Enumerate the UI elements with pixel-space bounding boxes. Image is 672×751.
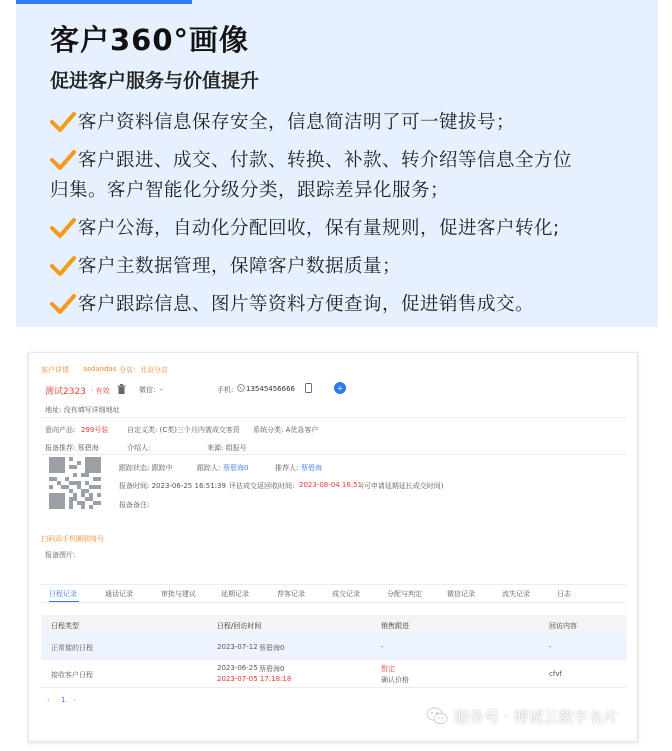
table-row-highlight [41,635,627,659]
feature-text: 客户跟踪信息、图片等资料方便查询，促进销售成交。 [78,294,535,315]
introducer: 介绍人: [127,444,151,452]
cell-type: 正常催的日程 [51,644,93,652]
cell-follow: - [381,643,384,651]
cell-time: 2023-06-25 [217,664,258,672]
phone-number[interactable]: 13545456666 [246,385,295,393]
page-number[interactable]: 1 [61,696,66,704]
divider [41,687,627,688]
crm-customer-detail [28,352,638,742]
hero-accent-bar [16,0,192,4]
cell-person: 蔡碧海0 [259,665,285,673]
report-remark: 报备备注: [119,501,150,509]
check-icon [50,214,78,241]
cell-follow-detail: 确认价格 [381,676,409,684]
hero-subtitle: 促进客户服务与价值提升 [50,70,260,92]
feature-item [50,146,650,176]
column-header: 日程/回访时间 [217,622,262,630]
tab-referral[interactable]: 荐客记录 [277,590,305,598]
feature-item-continued [50,176,650,206]
address: 地址: 没有填写详细地址 [45,406,120,414]
table-header [41,615,627,635]
cell-time: 2023-07-12 [217,643,258,651]
tab-wechat[interactable]: 微信记录 [447,590,475,598]
next-page-icon[interactable]: › [73,696,76,704]
watermark-text: 服务号 · 博诚云数字名片 [454,707,619,726]
phone-icon [237,384,245,394]
customer-name: 测试2323 [45,387,86,397]
phone-label: 手机: [217,386,234,394]
check-icon [50,108,78,135]
feature-item [50,252,650,282]
tab-deals[interactable]: 成交记录 [332,590,360,598]
deadline-label: 评估成交返回收时间: [229,482,295,490]
tab-extension[interactable]: 延期记录 [221,590,249,598]
tab-calls[interactable]: 通话记录 [105,590,133,598]
cell-content: - [549,643,552,651]
tab-schedule[interactable]: 日程记录 [49,590,77,598]
scan-hint[interactable]: 扫码添手机圈联络号 [41,535,104,543]
feature-text: 客户公海，自动化分配回收，保有量规则，促进客户转化; [78,218,560,239]
custom-category: 自定义类: (C类)三个月内需成交客资 [127,426,240,434]
customer-status: · 有效 [91,387,110,395]
divider [41,584,627,585]
column-header: 销售跟进 [381,622,409,630]
svg-text:+: + [337,384,343,393]
report-images: 报备图片: [45,551,76,559]
check-icon [50,252,78,279]
recommender-label: 推荐人: [275,464,299,472]
deadline-note: (可申请延期延长成交时间) [361,482,444,490]
feature-text: 客户资料信息保存安全，信息简洁明了可一键拔号； [78,112,516,133]
breadcrumb-code: asdandas [83,365,117,373]
prev-page-icon[interactable]: ‹ [47,696,50,704]
deadline-value: 2023-08-04 16:51 [299,481,363,489]
tab-approval[interactable]: 审批与建议 [161,590,196,598]
action-circle-button[interactable] [334,382,346,396]
divider [41,659,627,660]
follow-status: 跟踪状态: 跟踪中 [119,464,173,472]
source: 来源: 组报号 [207,444,247,452]
column-header: 日程类型 [51,622,79,630]
cell-follow: 暂定 [381,665,395,673]
divider [41,602,627,603]
feature-item [50,290,650,320]
tab-churn[interactable]: 流失记录 [502,590,530,598]
feature-text: 归集。客户智能化分级分类，跟踪差异化服务； [50,180,450,201]
tab-log[interactable]: 日志 [557,590,571,598]
recommender-link[interactable]: 蔡碧海 [301,464,322,472]
hero-title: 客户360°画像 [50,23,250,57]
watermark [426,704,618,728]
intent-value: 299号装 [81,426,109,434]
wechat-logo-icon [426,706,448,726]
cell-person: 蔡碧海0 [259,644,285,652]
system-category: 系统分类: A优急客户 [253,426,319,434]
wechat-value: 微信：- [139,386,163,394]
breadcrumb-branch: 分店：北京分店 [119,366,168,374]
follower-label: 跟踪人: [197,464,221,472]
feature-text: 客户跟进、成交、付款、转换、补款、转介绍等信息全方位 [78,150,573,171]
report-time: 报备时间: 2023-06-25 16:51:39 [119,482,226,490]
divider [41,417,627,418]
qr-code [49,457,101,509]
column-header: 回访内容 [549,622,577,630]
breadcrumb[interactable]: 客户详情 [41,366,69,374]
cell-time-second: 2023-07-05 17:18:18 [217,675,292,683]
tab-assignment[interactable]: 分配与判定 [387,590,422,598]
cell-content: cfvf [549,670,562,678]
feature-text: 客户主数据管理，保障客户数据质量； [78,256,402,277]
check-icon [50,290,78,317]
divider [41,454,627,455]
intent-label: 意向产品: [45,426,76,434]
feature-item [50,108,650,138]
trash-icon[interactable] [117,384,126,396]
follower-link[interactable]: 蔡碧海0 [223,464,249,472]
cell-type: 接收客户日程 [51,671,93,679]
feature-list [50,108,650,328]
referrer: 报备推荐: 蔡碧海 [45,444,99,452]
feature-item [50,214,650,244]
mobile-icon[interactable] [305,383,312,395]
check-icon [50,146,78,173]
